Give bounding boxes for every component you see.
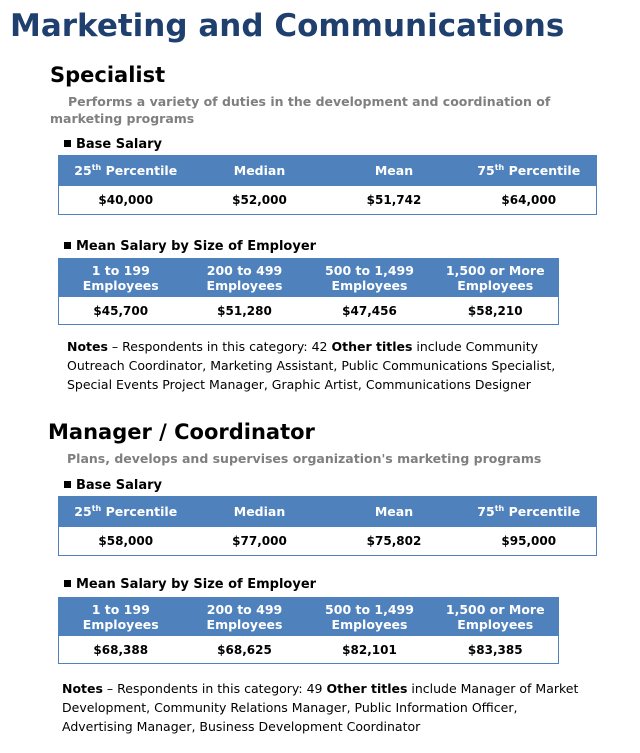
notes-label: Notes <box>62 681 103 696</box>
column-header-1500-or-more: 1,500 or More Employees <box>433 598 559 636</box>
table-header-row <box>59 259 559 297</box>
column-header-200-to-499: 200 to 499 Employees <box>183 259 307 297</box>
base-salary-heading: Base Salary <box>64 478 162 493</box>
table-header-row <box>59 497 597 527</box>
table-cell: $47,456 <box>307 297 433 325</box>
base-salary-heading: Base Salary <box>64 137 162 152</box>
mean-by-size-heading: Mean Salary by Size of Employer <box>64 577 316 592</box>
column-header-75th-percentile: 75th Percentile <box>462 156 597 186</box>
table-cell: $95,000 <box>462 527 597 556</box>
page-title: Marketing and Communications <box>10 8 565 44</box>
column-header-75th-percentile: 75th Percentile <box>462 497 597 527</box>
notes-respondents: – Respondents in this category: 42 <box>107 339 332 354</box>
section-title: Manager / Coordinator <box>48 420 315 444</box>
table-row <box>59 636 559 664</box>
table-cell: $58,000 <box>59 527 193 556</box>
column-header-mean: Mean <box>327 156 462 186</box>
table-cell: $58,210 <box>433 297 559 325</box>
table-cell: $75,802 <box>327 527 462 556</box>
table-row <box>59 527 597 556</box>
table-cell: $51,280 <box>183 297 307 325</box>
column-header-25th-percentile: 25th Percentile <box>59 497 193 527</box>
notes-label: Notes <box>67 339 108 354</box>
column-header-1-to-199: 1 to 199 Employees <box>59 259 183 297</box>
notes <box>62 679 582 736</box>
other-titles-label: Other titles <box>326 681 408 696</box>
section-description: Plans, develops and supervises organization's marketing programs <box>67 451 542 466</box>
column-header-500-to-1499: 500 to 1,499 Employees <box>307 598 433 636</box>
bullet-square-icon <box>64 481 71 488</box>
table-cell: $51,742 <box>327 186 462 215</box>
base-salary-table <box>58 155 597 215</box>
table-cell: $77,000 <box>193 527 327 556</box>
column-header-mean: Mean <box>327 497 462 527</box>
table-cell: $82,101 <box>307 636 433 664</box>
mean-by-size-heading: Mean Salary by Size of Employer <box>64 239 316 254</box>
bullet-square-icon <box>64 140 71 147</box>
mean-by-size-table <box>58 258 559 325</box>
notes <box>67 337 587 394</box>
table-row <box>59 297 559 325</box>
column-header-200-to-499: 200 to 499 Employees <box>183 598 307 636</box>
bullet-square-icon <box>64 580 71 587</box>
table-cell: $52,000 <box>193 186 327 215</box>
table-cell: $68,388 <box>59 636 183 664</box>
column-header-25th-percentile: 25th Percentile <box>59 156 193 186</box>
table-cell: $68,625 <box>183 636 307 664</box>
column-header-1500-or-more: 1,500 or More Employees <box>433 259 559 297</box>
column-header-500-to-1499: 500 to 1,499 Employees <box>307 259 433 297</box>
table-header-row <box>59 156 597 186</box>
section-title: Specialist <box>50 63 166 87</box>
table-cell: $45,700 <box>59 297 183 325</box>
table-cell: $40,000 <box>59 186 193 215</box>
base-salary-table <box>58 496 597 556</box>
section-description: Performs a variety of duties in the development and coordination of marketing programs <box>50 94 551 126</box>
column-header-median: Median <box>193 156 327 186</box>
other-titles-text: include Community Outreach Coordinator, Marketing Assistant, Public Communications Specialist, Special Events Project Manager, Graphic Artist, Communications Designer <box>67 339 556 392</box>
table-cell: $83,385 <box>433 636 559 664</box>
notes-respondents: – Respondents in this category: 49 <box>102 681 327 696</box>
bullet-square-icon <box>64 242 71 249</box>
column-header-median: Median <box>193 497 327 527</box>
table-cell: $64,000 <box>462 186 597 215</box>
column-header-1-to-199: 1 to 199 Employees <box>59 598 183 636</box>
table-row <box>59 186 597 215</box>
mean-by-size-table <box>58 597 559 664</box>
table-header-row <box>59 598 559 636</box>
other-titles-label: Other titles <box>331 339 413 354</box>
other-titles-text: include Manager of Market Development, Community Relations Manager, Public Information Officer, Advertising Manager, Business Development Coordinator <box>62 681 579 734</box>
